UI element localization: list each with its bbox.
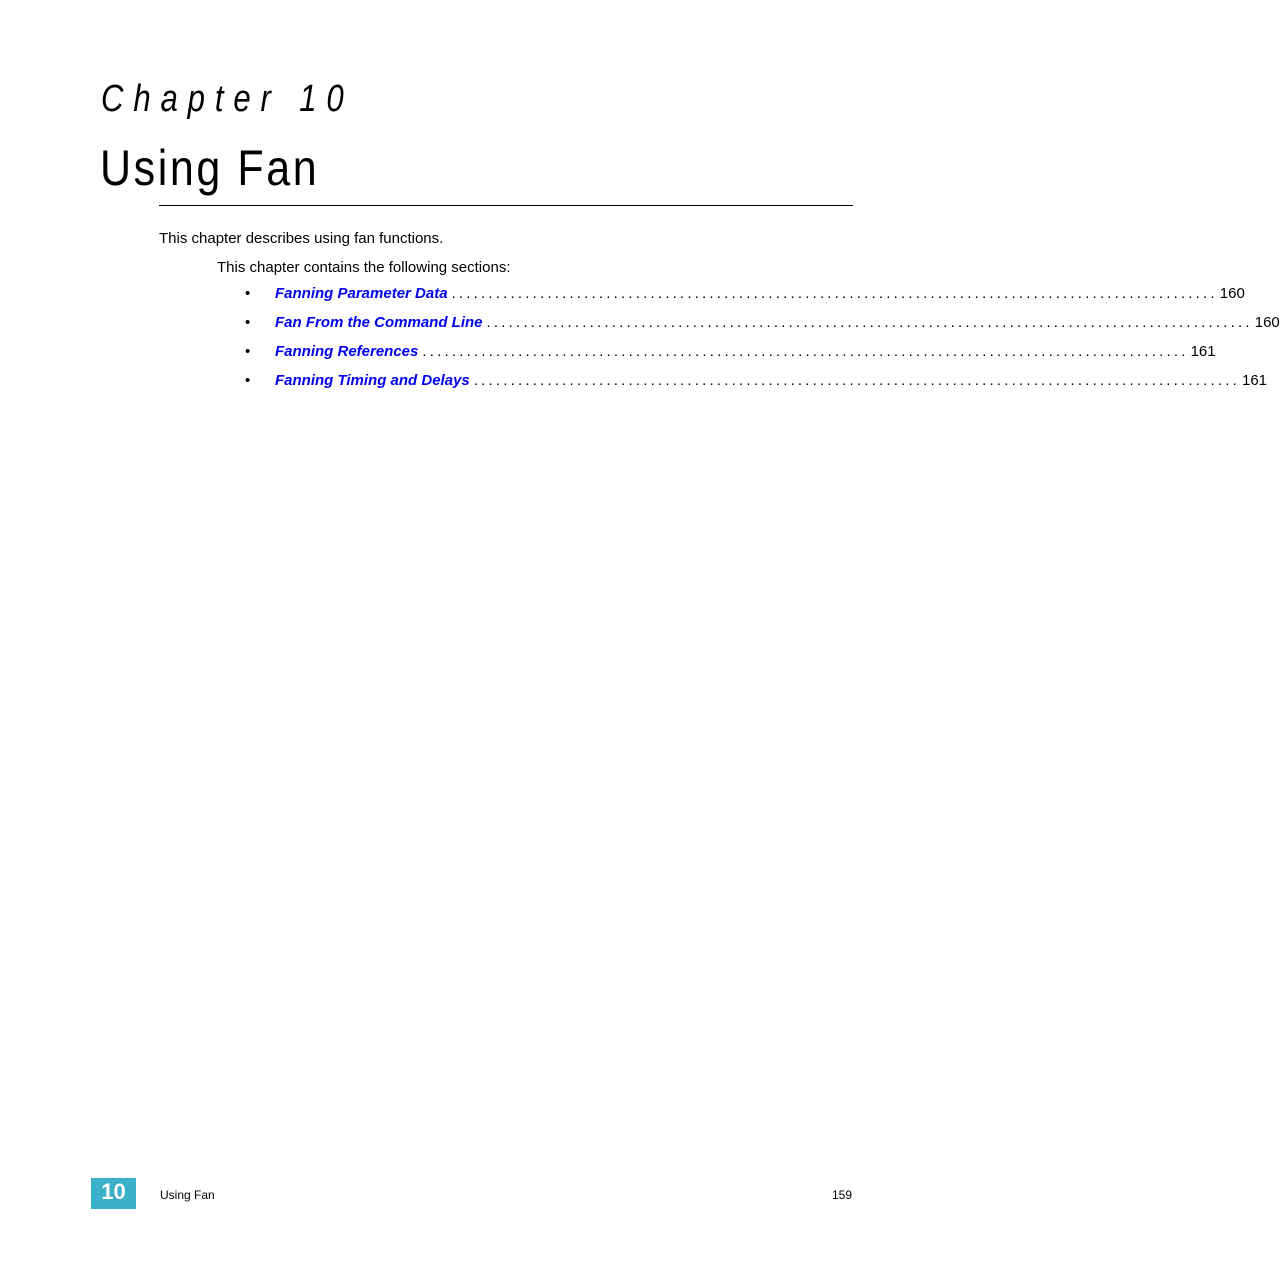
toc-item [245, 371, 1268, 400]
title-rule [159, 205, 853, 206]
toc-page-number: 161 [1241, 372, 1268, 389]
toc-link-fanning-references[interactable]: Fanning References [275, 343, 419, 360]
toc-list [245, 284, 1280, 400]
bullet: • [245, 372, 251, 389]
toc-link-fan-from-the-command-line[interactable]: Fan From the Command Line [275, 314, 483, 331]
toc-item [245, 313, 1280, 342]
intro-text: This chapter describes using fan functions. [159, 230, 444, 247]
toc-leader: ........................................................................................................ [473, 372, 1240, 389]
chapter-title: Using Fan [100, 140, 320, 196]
toc-leader: ........................................................................................................ [486, 314, 1253, 331]
bullet: • [245, 343, 251, 360]
toc-leader: ........................................................................................................ [451, 285, 1218, 302]
chapter-label: Chapter 10 [101, 78, 354, 120]
toc-link-fanning-timing-and-delays[interactable]: Fanning Timing and Delays [275, 372, 470, 389]
toc-page-number: 160 [1219, 285, 1245, 302]
toc-leader: ........................................................................................................ [422, 343, 1189, 360]
toc-page-number: 161 [1190, 343, 1216, 360]
toc-item [245, 342, 1216, 371]
toc-link-fanning-parameter-data[interactable]: Fanning Parameter Data [275, 285, 448, 302]
bullet: • [245, 314, 251, 331]
sections-intro-text: This chapter contains the following sections: [217, 259, 511, 276]
footer-page-number: 159 [831, 1188, 852, 1202]
bullet: • [245, 285, 251, 302]
toc-item [245, 284, 1245, 313]
footer-title: Using Fan [160, 1188, 215, 1202]
toc-page-number: 160 [1254, 314, 1280, 331]
footer-chapter-badge: 10 [91, 1178, 136, 1209]
